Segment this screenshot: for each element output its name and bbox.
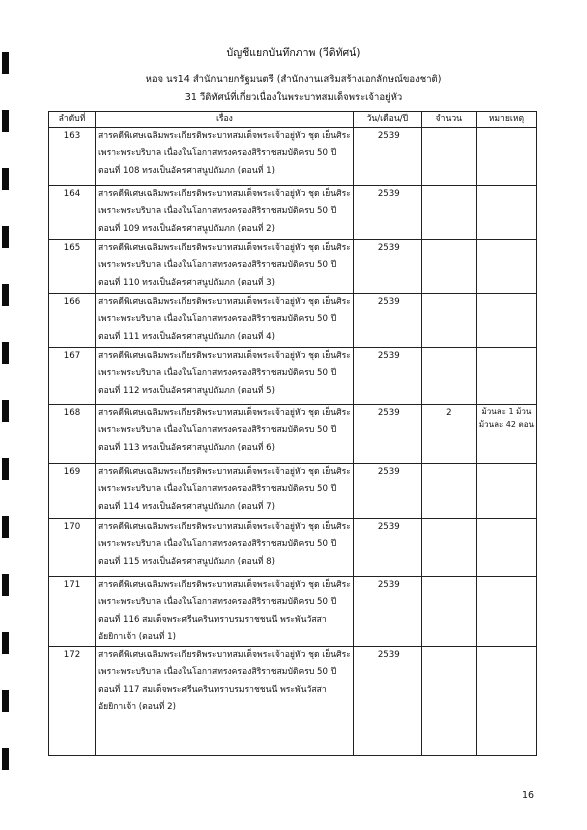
row-date-cell (353, 186, 421, 240)
table-row (49, 186, 537, 240)
binder-hole (2, 342, 9, 364)
row-date-cell (353, 348, 421, 405)
binder-hole (2, 110, 9, 132)
table-row (49, 519, 537, 577)
section-heading: 31 วีดิทัศน์ที่เกี่ยวเนื่องในพระบาทสมเด็จพระเจ้าอยู่หัว (184, 92, 403, 103)
row-quantity (421, 647, 476, 756)
title-line: ตอนที่ 108 ทรงเป็นอัครศาสนูปถัมภก (ตอนที่ 1) (98, 165, 275, 176)
binder-hole (2, 516, 9, 538)
title-line: เพราะพระบริบาล เนื่องในโอกาสทรงครองสิริราชสมบัติครบ 50 ปี (98, 148, 337, 159)
title-line: เพราะพระบริบาล เนื่องในโอกาสทรงครองสิริราชสมบัติครบ 50 ปี (98, 667, 337, 678)
title-line: เพราะพระบริบาล เนื่องในโอกาสทรงครองสิริราชสมบัติครบ 50 ปี (98, 368, 337, 379)
title-line: ตอนที่ 109 ทรงเป็นอัครศาสนูปถัมภก (ตอนที่ 2) (98, 223, 275, 234)
row-remarks (476, 240, 536, 294)
title-line: ตอนที่ 111 ทรงเป็นอัครศาสนูปถัมภก (ตอนที่ 4) (98, 331, 275, 342)
binder-hole (2, 690, 9, 712)
row-title (96, 464, 354, 519)
row-title (96, 577, 354, 647)
title-line: เพราะพระบริบาล เนื่องในโอกาสทรงครองสิริราชสมบัติครบ 50 ปี (98, 314, 337, 325)
title-line: สารคดีพิเศษเฉลิมพระเกียรติพระบาทสมเด็จพระเจ้าอยู่หัว ชุด เย็นศิระ (98, 408, 351, 418)
binder-hole (2, 168, 9, 190)
row-date: 2539 (377, 297, 400, 307)
row-date-cell (353, 519, 421, 577)
table-row (49, 240, 537, 294)
row-remarks (476, 186, 536, 240)
title-line: สารคดีพิเศษเฉลิมพระเกียรติพระบาทสมเด็จพระเจ้าอยู่หัว ชุด เย็นศิระ (98, 297, 351, 307)
title-line: ตอนที่ 114 ทรงเป็นอัครศาสนูปถัมภก (ตอนที่ 7) (98, 501, 275, 512)
row-number: 166 (49, 294, 96, 348)
row-number: 164 (49, 186, 96, 240)
remark-line: ม้วนละ 1 ม้วน (481, 407, 532, 416)
title-line: สารคดีพิเศษเฉลิมพระเกียรติพระบาทสมเด็จพระเจ้าอยู่หัว ชุด เย็นศิระ (98, 522, 351, 532)
row-date: 2539 (377, 650, 400, 661)
row-quantity (421, 128, 476, 186)
binder-hole (2, 226, 9, 248)
row-date-cell (353, 647, 421, 756)
table-row (49, 464, 537, 519)
row-number: 163 (49, 128, 96, 186)
row-date-cell (353, 128, 421, 186)
table-header-row (49, 112, 537, 128)
binder-edge (0, 0, 18, 830)
title-line: ตอนที่ 116 สมเด็จพระศรีนครินทราบรมราชชนนี พระพันวัสสา (98, 614, 327, 625)
title-line: ตอนที่ 115 ทรงเป็นอัครศาสนูปถัมภก (ตอนที่ 8) (98, 556, 275, 567)
title-line: ตอนที่ 112 ทรงเป็นอัครศาสนูปถัมภก (ตอนที่ 5) (98, 385, 275, 396)
title-line: สารคดีพิเศษเฉลิมพระเกียรติพระบาทสมเด็จพระเจ้าอยู่หัว ชุด เย็นศิระ (98, 243, 351, 253)
title-line: เพราะพระบริบาล เนื่องในโอกาสทรงครองสิริราชสมบัติครบ 50 ปี (98, 260, 337, 271)
row-title (96, 405, 354, 464)
row-date-cell (353, 294, 421, 348)
row-date: 2539 (377, 580, 400, 590)
table-row (49, 128, 537, 186)
binder-hole (2, 748, 9, 770)
title-line: เพราะพระบริบาล เนื่องในโอกาสทรงครองสิริราชสมบัติครบ 50 ปี (98, 539, 337, 550)
column-header-date: วัน/เดือน/ปี (353, 112, 421, 128)
row-title (96, 128, 354, 186)
row-remarks (476, 128, 536, 186)
row-number: 168 (49, 405, 96, 464)
title-line: ตอนที่ 117 สมเด็จพระศรีนครินทราบรมราชชนนี พระพันวัสสา (98, 684, 327, 695)
table-row (49, 348, 537, 405)
title-line: สารคดีพิเศษเฉลิมพระเกียรติพระบาทสมเด็จพระเจ้าอยู่หัว ชุด เย็นศิระ (98, 650, 351, 661)
row-date-cell (353, 577, 421, 647)
row-quantity (421, 519, 476, 577)
row-number: 165 (49, 240, 96, 294)
row-quantity (421, 294, 476, 348)
title-line: อัยยิกาเจ้า (ตอนที่ 1) (98, 631, 176, 642)
title-line: สารคดีพิเศษเฉลิมพระเกียรติพระบาทสมเด็จพระเจ้าอยู่หัว ชุด เย็นศิระ (98, 131, 351, 141)
record-table (48, 111, 537, 756)
row-number: 169 (49, 464, 96, 519)
row-number: 171 (49, 577, 96, 647)
row-date: 2539 (377, 243, 400, 253)
binder-hole (2, 632, 9, 654)
agency-line: หอจ นร14 สำนักนายกรัฐมนตรี (สำนักงานเสริมสร้างเอกลักษณ์ของชาติ) (145, 74, 442, 85)
document-title: บัญชีแยกบันทึกภาพ (วีดิทัศน์) (226, 47, 361, 59)
row-date: 2539 (377, 351, 400, 361)
row-number: 167 (49, 348, 96, 405)
table-row (49, 294, 537, 348)
column-header-quantity: จำนวน (421, 112, 476, 128)
row-title (96, 240, 354, 294)
row-number: 170 (49, 519, 96, 577)
row-remarks (476, 577, 536, 647)
title-line: เพราะพระบริบาล เนื่องในโอกาสทรงครองสิริราชสมบัติครบ 50 ปี (98, 206, 337, 217)
column-header-remarks: หมายเหตุ (476, 112, 536, 128)
row-remarks (476, 405, 536, 464)
row-date: 2539 (377, 189, 400, 199)
title-line: เพราะพระบริบาล เนื่องในโอกาสทรงครองสิริราชสมบัติครบ 50 ปี (98, 484, 337, 495)
row-remarks (476, 647, 536, 756)
row-remarks (476, 348, 536, 405)
row-quantity (421, 240, 476, 294)
table-body (49, 128, 537, 756)
row-quantity (421, 577, 476, 647)
column-header-title: เรื่อง (96, 112, 354, 128)
row-quantity: 2 (421, 405, 476, 464)
title-line: ตอนที่ 110 ทรงเป็นอัครศาสนูปถัมภก (ตอนที่ 3) (98, 277, 275, 288)
title-line: สารคดีพิเศษเฉลิมพระเกียรติพระบาทสมเด็จพระเจ้าอยู่หัว ชุด เย็นศิระ (98, 189, 351, 199)
table-row (49, 577, 537, 647)
table-row (49, 405, 537, 464)
title-line: สารคดีพิเศษเฉลิมพระเกียรติพระบาทสมเด็จพระเจ้าอยู่หัว ชุด เย็นศิระ (98, 467, 351, 477)
title-line: เพราะพระบริบาล เนื่องในโอกาสทรงครองสิริราชสมบัติครบ 50 ปี (98, 425, 337, 436)
row-number: 172 (49, 647, 96, 756)
row-title (96, 647, 354, 756)
row-remarks (476, 464, 536, 519)
page-number: 16 (522, 790, 535, 801)
row-date: 2539 (377, 522, 400, 532)
binder-hole (2, 574, 9, 596)
binder-hole (2, 284, 9, 306)
row-remarks (476, 519, 536, 577)
row-quantity (421, 348, 476, 405)
title-line: เพราะพระบริบาล เนื่องในโอกาสทรงครองสิริราชสมบัติครบ 50 ปี (98, 597, 337, 608)
title-line: อัยยิกาเจ้า (ตอนที่ 2) (98, 702, 176, 713)
row-date: 2539 (377, 131, 400, 141)
row-date: 2539 (377, 467, 400, 477)
row-date-cell (353, 240, 421, 294)
row-title (96, 519, 354, 577)
title-line: สารคดีพิเศษเฉลิมพระเกียรติพระบาทสมเด็จพระเจ้าอยู่หัว ชุด เย็นศิระ (98, 580, 351, 590)
binder-hole (2, 458, 9, 480)
column-header-no: ลำดับที่ (49, 112, 96, 128)
row-remarks (476, 294, 536, 348)
row-date-cell (353, 464, 421, 519)
binder-hole (2, 400, 9, 422)
row-title (96, 186, 354, 240)
row-title (96, 294, 354, 348)
title-line: ตอนที่ 113 ทรงเป็นอัครศาสนูปถัมภก (ตอนที่ 6) (98, 442, 275, 453)
row-date: 2539 (377, 408, 400, 418)
row-date-cell (353, 405, 421, 464)
row-quantity (421, 464, 476, 519)
title-line: สารคดีพิเศษเฉลิมพระเกียรติพระบาทสมเด็จพระเจ้าอยู่หัว ชุด เย็นศิระ (98, 351, 351, 361)
row-quantity (421, 186, 476, 240)
row-title (96, 348, 354, 405)
remark-line: ม้วนละ 42 ตอน (478, 420, 534, 429)
table-row (49, 647, 537, 756)
